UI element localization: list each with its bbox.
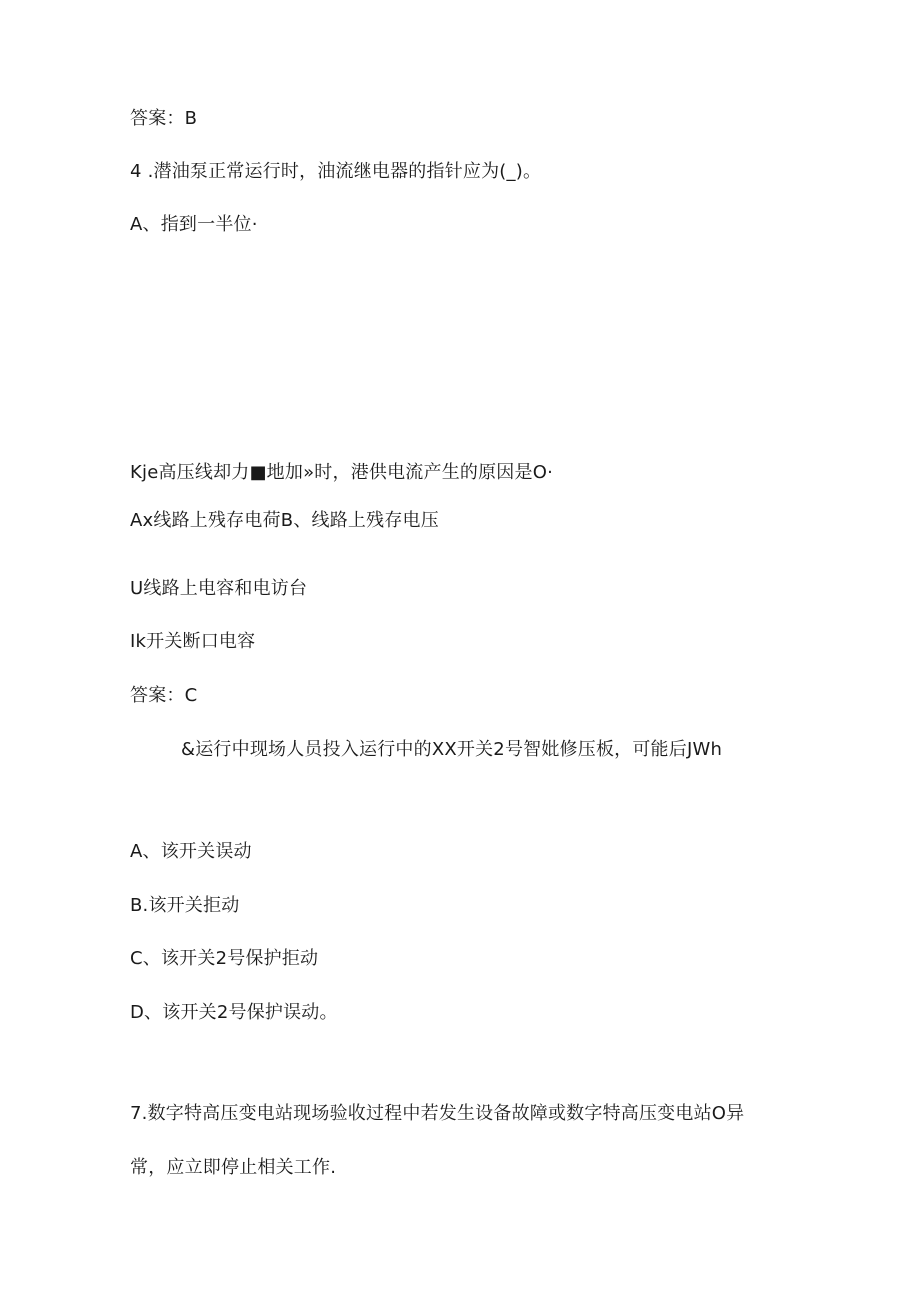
option-c: C、该开关2号保护拒动 [130, 948, 319, 969]
option-a: A、该开关误动 [130, 841, 252, 862]
option-d: D、该开关2号保护误动。 [130, 1002, 338, 1023]
question-7-cont: 常，应立即停止相关工作. [130, 1157, 337, 1178]
question-7: 7.数字特高压变电站现场验收过程中若发生设备故障或数字特高压变电站O异 [130, 1103, 745, 1124]
option-a-b: Ax线路上残存电荷B、线路上残存电压 [130, 510, 439, 531]
option-a: A、指到一半位· [130, 214, 258, 235]
question-5: Kje高压线却力■地加»时，港供电流产生的原因是O· [130, 462, 553, 483]
question-6: &运行中现场人员投入运行中的XX开关2号智妣修压板，可能后JWh [181, 739, 723, 760]
answer-line: 答案：C [130, 685, 198, 706]
question-4: 4 .潜油泵正常运行时，油流继电器的指针应为(_)。 [130, 161, 542, 182]
option-b: B.该开关拒动 [130, 895, 240, 916]
option-d: Ik开关断口电容 [130, 631, 256, 652]
option-c: U线路上电容和电访台 [130, 578, 308, 599]
answer-line: 答案：B [130, 108, 198, 129]
